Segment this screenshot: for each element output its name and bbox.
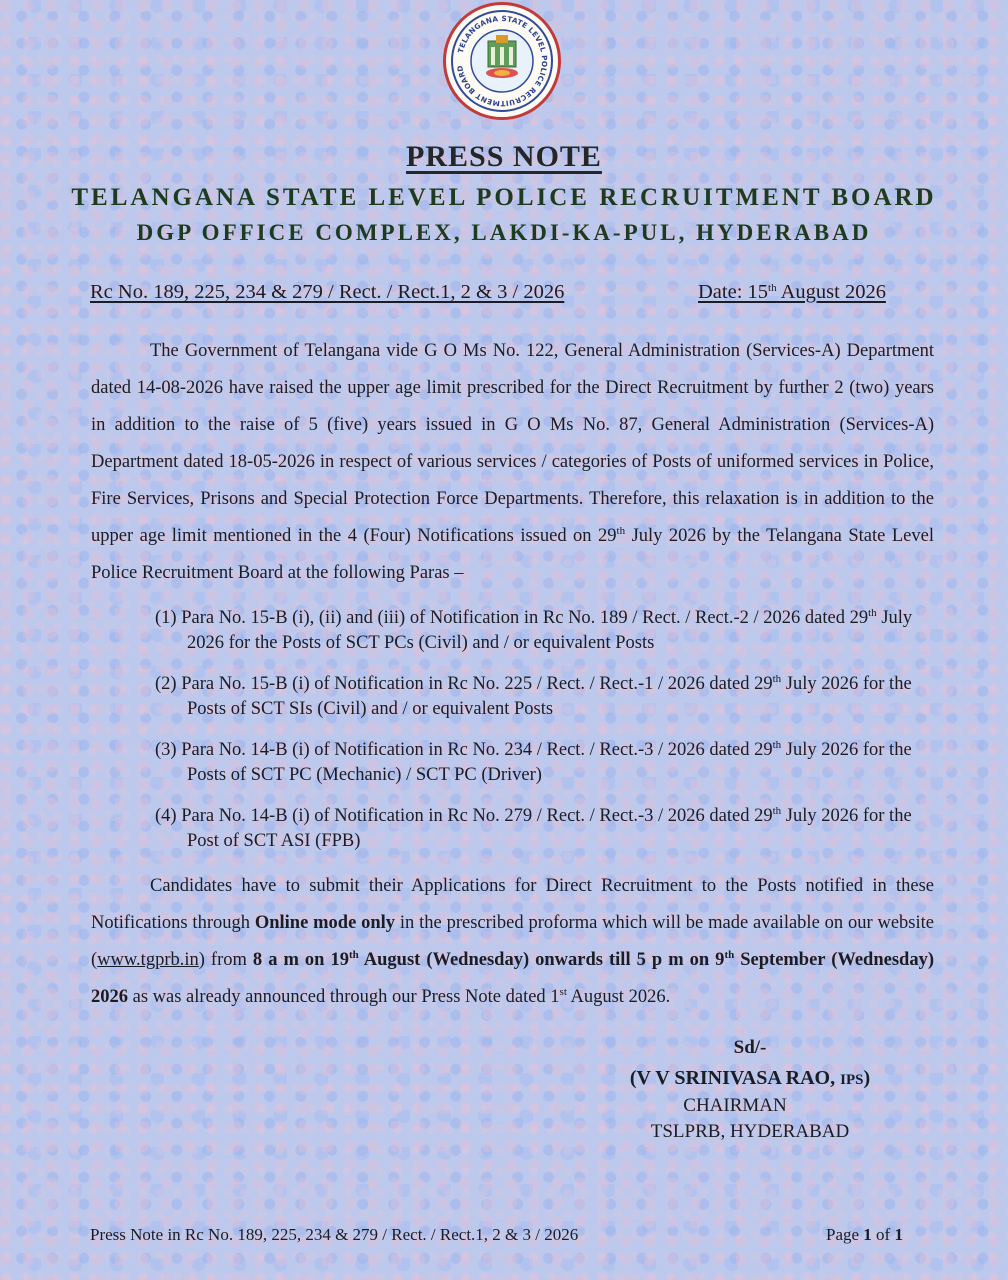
signatory-name: (V V SRINIVASA RAO, IPS) (629, 1067, 871, 1089)
footer-reference: Press Note in Rc No. 189, 225, 234 & 279 / Rect. / Rect.1, 2 & 3 / 2026 (90, 1225, 579, 1244)
body-paragraph-2: Candidates have to submit their Applications for Direct Recruitment to the Posts notified in these Notifications through Online mode only in the prescribed proforma which will be made available on our website (www.tgprb.in) from 8 a m on 19th August (Wednesday) onwards till 5 p m on 9th September (Wednesday) 2026 as was already announced through our Press Note dated 1st August 2026. (91, 876, 935, 1007)
board-name-heading: TELANGANA STATE LEVEL POLICE RECRUITMENT BOARD (71, 184, 937, 211)
body-paragraph-1: The Government of Telangana vide G O Ms No. 122, General Administration (Services-A) Department dated 14-08-2026 have raised the upper age limit prescribed for the Direct Recruitment by further 2 (two) years in addition to the raise of 5 (five) years issued in G O Ms No. 87, General Administration (Services-A) Department dated 18-05-2026 in respect of various services / categories of Posts of uniformed services in Police, Fire Services, Prisons and Special Protection Force Departments. Therefore, this relaxation is in addition to the upper age limit mentioned in the 4 (Four) Notifications issued on 29th July 2026 by the Telangana State Level Police Recruitment Board at the following Paras – (91, 341, 934, 583)
note-date: Date: 15th August 2026 (698, 281, 886, 303)
signatory-org: TSLPRB, HYDERABAD (650, 1121, 850, 1142)
signature-sd: Sd/- (733, 1037, 767, 1058)
page-title: PRESS NOTE (406, 140, 602, 173)
seal-emblem-icon (446, 5, 558, 117)
signatory-role: CHAIRMAN (683, 1095, 787, 1116)
list-item: (2) Para No. 15-B (i) of Notification in Rc No. 225 / Rect. / Rect.-1 / 2026 dated 29th July 2026 for the Posts of SCT SIs (Civil) and / or equivalent Posts (155, 673, 912, 719)
list-item: (4) Para No. 14-B (i) of Notification in Rc No. 279 / Rect. / Rect.-3 / 2026 dated 29th July 2026 for the Post of SCT ASI (FPB) (155, 805, 912, 851)
list-item: (3) Para No. 14-B (i) of Notification in Rc No. 234 / Rect. / Rect.-3 / 2026 dated 29th July 2026 for the Posts of SCT PC (Mechanic) / SCT PC (Driver) (155, 739, 912, 785)
website-link[interactable]: www.tgprb.in (97, 950, 199, 970)
tslprb-seal (443, 2, 561, 120)
page-indicator: Page 1 of 1 (826, 1225, 903, 1244)
list-item: (1) Para No. 15-B (i), (ii) and (iii) of Notification in Rc No. 189 / Rect. / Rect.-2 / 2026 dated 29th July 2026 for the Posts of SCT PCs (Civil) and / or equivalent Posts (155, 607, 913, 653)
reference-number: Rc No. 189, 225, 234 & 279 / Rect. / Rect.1, 2 & 3 / 2026 (90, 281, 565, 303)
svg-text:TELANGANA STATE LEVEL POLICE R: TELANGANA STATE LEVEL POLICE RECRUITMENT BOARD (455, 13, 550, 109)
board-address-heading: DGP OFFICE COMPLEX, LAKDI-KA-PUL, HYDERABAD (136, 220, 872, 245)
